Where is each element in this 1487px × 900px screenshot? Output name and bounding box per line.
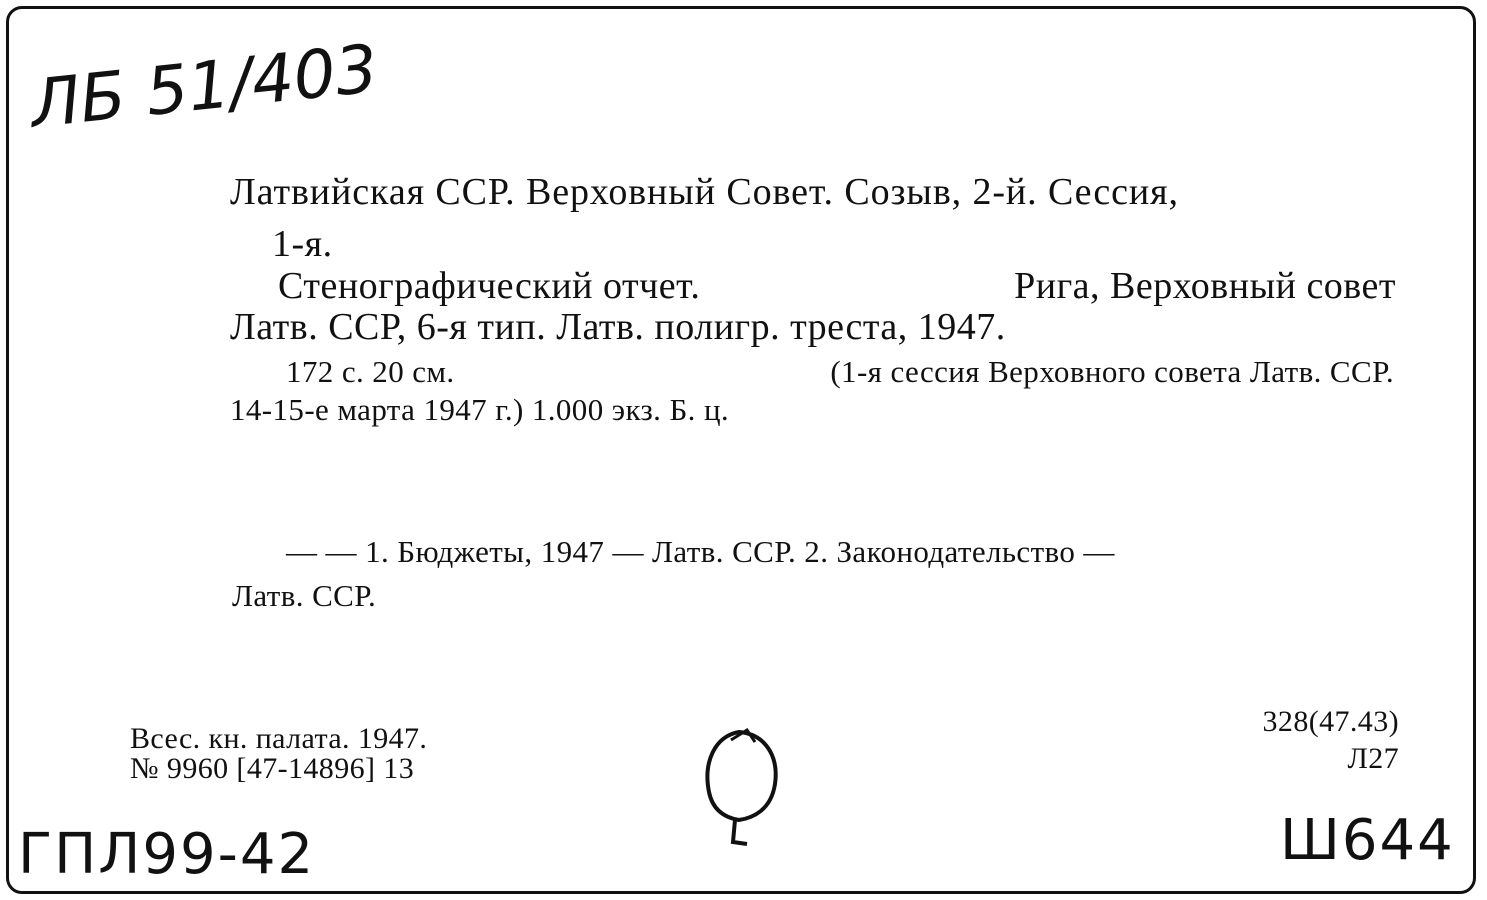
subject-headings-line1: — — 1. Бюджеты, 1947 — Латв. ССР. 2. Законодательство — (286, 534, 1115, 569)
entry-collation: 172 с. 20 см. (286, 354, 455, 389)
entry-heading-line1: Латвийская ССР. Верховный Совет. Созыв, 2-й. Сессия, (230, 171, 1179, 213)
entry-series-note: (1-я сессия Верховного совета Латв. ССР. (830, 354, 1394, 389)
entry-title: Стенографический отчет. (278, 265, 701, 307)
punch-hole-icon (695, 722, 790, 857)
entry-heading-line2: 1-я. (272, 223, 333, 265)
subject-headings-line2: Латв. ССР. (232, 578, 377, 613)
handwritten-inventory-code: ГПЛ99-42 (18, 822, 316, 887)
entry-imprint-part: Рига, Верховный совет (1014, 265, 1396, 307)
entry-imprint-line2: Латв. ССР, 6-я тип. Латв. полигр. треста, 1947. (230, 306, 1006, 348)
entry-title-line (278, 264, 1396, 308)
author-mark: Л27 (1347, 742, 1399, 775)
book-chamber-line1: Всес. кн. палата. 1947. (130, 722, 428, 755)
entry-collation-line1 (286, 354, 1394, 390)
book-chamber-line2: № 9960 [47-14896] 13 (130, 752, 415, 785)
entry-collation-line2: 14-15-е марта 1947 г.) 1.000 экз. Б. ц. (230, 392, 730, 427)
handwritten-shelf-code: ЛБ 51/403 (26, 30, 382, 143)
handwritten-cipher: Ш644 (1280, 808, 1455, 873)
classification-number: 328(47.43) (1262, 705, 1399, 738)
